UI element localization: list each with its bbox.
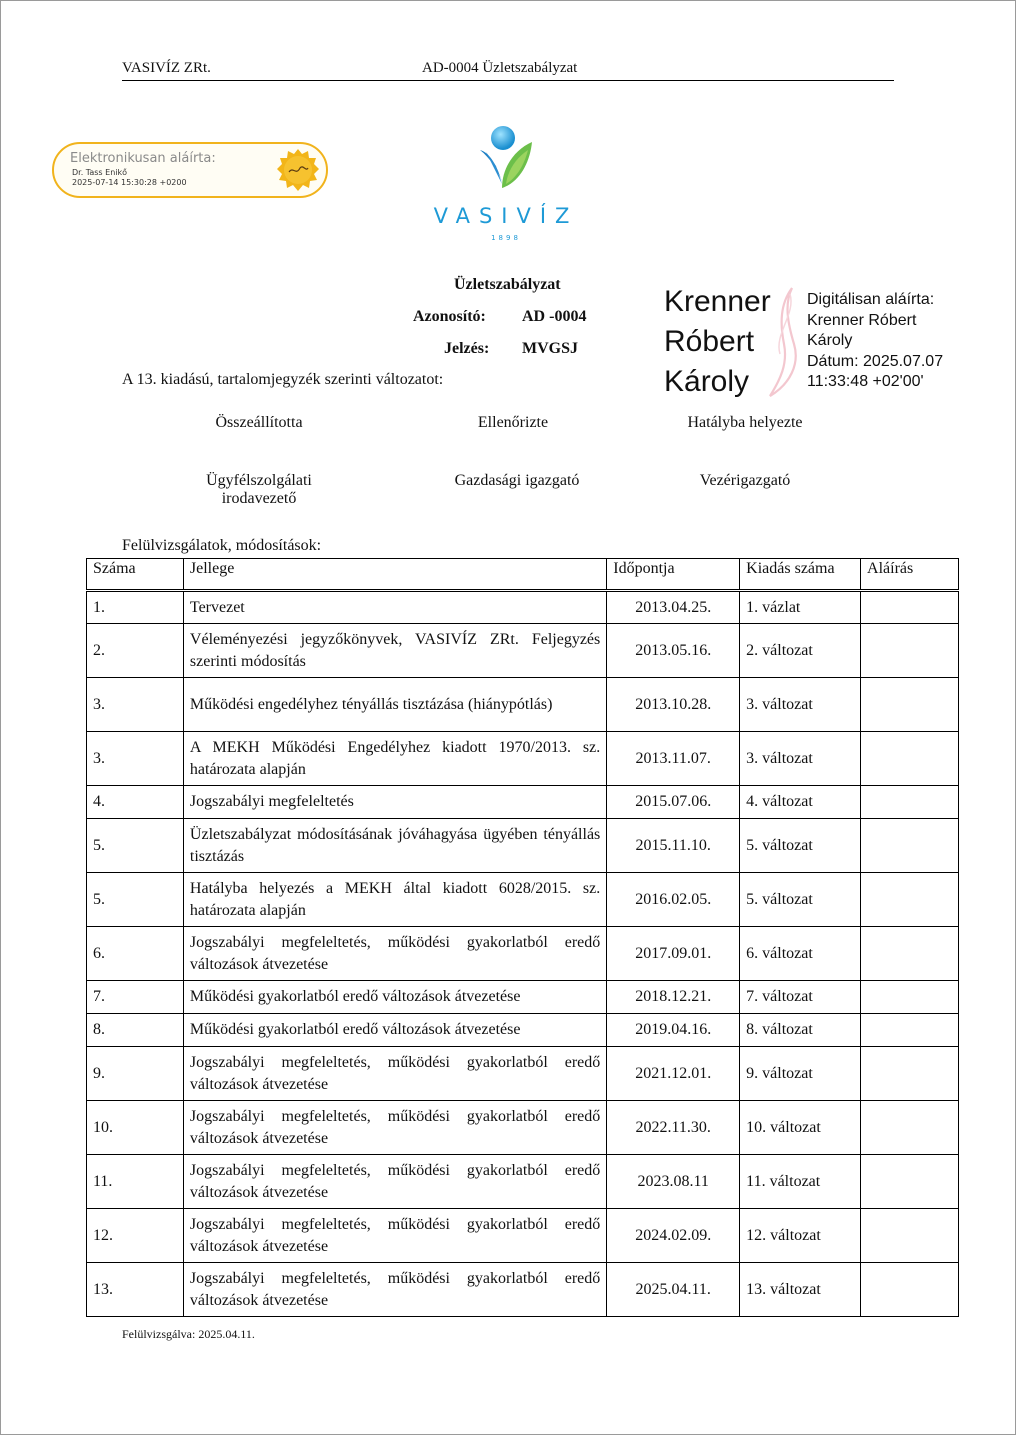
header-doc-ref: AD-0004 Üzletszabályzat <box>422 60 578 76</box>
role-compiled-by-line: Ügyfélszolgálati <box>206 472 312 489</box>
cell-date: 2019.04.16. <box>607 1014 740 1047</box>
table-row <box>87 1209 959 1263</box>
cell-signature <box>861 1101 959 1155</box>
cell-edition: 2. változat <box>740 624 861 678</box>
page-header <box>122 60 894 81</box>
header-company: VASIVÍZ ZRt. <box>122 60 211 76</box>
cell-description: A MEKH Működési Engedélyhez kiadott 1970/2013. sz. határozata alapján <box>183 732 606 786</box>
signature-info-line: Károly <box>807 332 853 349</box>
cell-signature <box>861 1209 959 1263</box>
table-row <box>87 1014 959 1047</box>
column-header: Időpontja <box>607 559 740 591</box>
table-row <box>87 624 959 678</box>
intro-text: A 13. kiadású, tartalomjegyzék szerinti változatot: <box>122 371 444 388</box>
cell-signature <box>861 591 959 624</box>
cell-signature <box>861 786 959 819</box>
cell-date: 2015.11.10. <box>607 819 740 873</box>
role-enacted-by: Vezérigazgató <box>699 472 791 489</box>
cell-signature <box>861 678 959 732</box>
role-checked: Ellenőrizte <box>477 414 549 431</box>
cell-date: 2018.12.21. <box>607 981 740 1014</box>
cell-signature <box>861 927 959 981</box>
role-checked-by: Gazdasági igazgató <box>454 472 580 489</box>
cell-edition: 3. változat <box>740 732 861 786</box>
signature-info-line: Digitálisan aláírta: <box>807 291 935 308</box>
signature-name-line: Róbert <box>664 325 755 358</box>
cell-description: Jogszabályi megfeleltetés, működési gyakorlatból eredő változások átvezetése <box>183 1101 606 1155</box>
cell-edition: 5. változat <box>740 873 861 927</box>
table-row <box>87 1047 959 1101</box>
cell-number: 7. <box>87 981 184 1014</box>
cell-number: 13. <box>87 1263 184 1317</box>
cell-description: Működési engedélyhez tényállás tisztázása (hiánypótlás) <box>183 678 606 732</box>
table-row <box>87 732 959 786</box>
cell-edition: 9. változat <box>740 1047 861 1101</box>
role-compiled-by <box>170 472 348 508</box>
signature-info-line: Dátum: 2025.07.07 <box>807 352 944 370</box>
mark-value: MVGSJ <box>522 340 578 357</box>
cell-description: Működési gyakorlatból eredő változások átvezetése <box>183 1014 606 1047</box>
cell-description: Üzletszabályzat módosításának jóváhagyása ügyében tényállás tisztázás <box>183 819 606 873</box>
stamp-title: Elektronikusan aláírta: <box>70 151 216 166</box>
cell-description: Tervezet <box>183 591 606 624</box>
cell-description: Jogszabályi megfeleltetés, működési gyakorlatból eredő változások átvezetése <box>183 1263 606 1317</box>
cell-edition: 5. változat <box>740 819 861 873</box>
revisions-header-row <box>87 559 959 591</box>
cell-edition: 8. változat <box>740 1014 861 1047</box>
cell-number: 5. <box>87 873 184 927</box>
table-row <box>87 1263 959 1317</box>
signature-info-line: Krenner Róbert <box>807 311 917 329</box>
column-header: Aláírás <box>861 559 959 591</box>
cell-date: 2024.02.09. <box>607 1209 740 1263</box>
cell-description: Jogszabályi megfeleltetés, működési gyakorlatból eredő változások átvezetése <box>183 927 606 981</box>
logo-wordmark: VASIVÍZ <box>433 204 579 228</box>
cell-signature <box>861 819 959 873</box>
table-row <box>87 678 959 732</box>
vasiviz-logo-icon <box>472 122 542 200</box>
seal-icon <box>276 148 320 192</box>
cell-date: 2013.11.07. <box>607 732 740 786</box>
column-header: Kiadás száma <box>740 559 861 591</box>
cell-number: 1. <box>87 591 184 624</box>
cell-signature <box>861 1263 959 1317</box>
column-header: Jellege <box>183 559 606 591</box>
cell-signature <box>861 1047 959 1101</box>
revisions-table <box>86 558 959 1317</box>
cell-description: Jogszabályi megfeleltetés, működési gyakorlatból eredő változások átvezetése <box>183 1155 606 1209</box>
role-compiled: Összeállította <box>215 414 303 431</box>
table-row <box>87 1101 959 1155</box>
cell-edition: 13. változat <box>740 1263 861 1317</box>
cell-date: 2013.10.28. <box>607 678 740 732</box>
id-label: Azonosító: <box>413 308 486 325</box>
stamp-datetime: 2025-07-14 15:30:28 +0200 <box>72 178 187 187</box>
role-compiled-by-line: irodavezető <box>221 490 297 507</box>
cell-number: 12. <box>87 1209 184 1263</box>
table-row <box>87 981 959 1014</box>
id-value: AD -0004 <box>522 308 587 325</box>
cell-signature <box>861 981 959 1014</box>
cell-number: 3. <box>87 732 184 786</box>
cell-signature <box>861 624 959 678</box>
cell-date: 2023.08.11 <box>607 1155 740 1209</box>
mark-label: Jelzés: <box>444 340 490 357</box>
cell-description: Véleményezési jegyzőkönyvek, VASIVÍZ ZRt. Feljegyzés szerinti módosítás <box>183 624 606 678</box>
cell-number: 2. <box>87 624 184 678</box>
cell-number: 5. <box>87 819 184 873</box>
cell-number: 10. <box>87 1101 184 1155</box>
cell-number: 9. <box>87 1047 184 1101</box>
column-header: Száma <box>87 559 184 591</box>
cell-date: 2022.11.30. <box>607 1101 740 1155</box>
cell-description: Jogszabályi megfeleltetés, működési gyakorlatból eredő változások átvezetése <box>183 1047 606 1101</box>
cell-edition: 4. változat <box>740 786 861 819</box>
cell-signature <box>861 873 959 927</box>
table-row <box>87 927 959 981</box>
cell-date: 2013.05.16. <box>607 624 740 678</box>
cell-edition: 10. változat <box>740 1101 861 1155</box>
role-enacted: Hatályba helyezte <box>687 414 803 431</box>
cell-date: 2025.04.11. <box>607 1263 740 1317</box>
signature-name-line: Krenner <box>664 285 771 318</box>
cell-description: Hatályba helyezés a MEKH által kiadott 6028/2015. sz. határozata alapján <box>183 873 606 927</box>
cell-edition: 1. vázlat <box>740 591 861 624</box>
signature-name-line: Károly <box>664 365 750 398</box>
cell-edition: 11. változat <box>740 1155 861 1209</box>
footer-reviewed: Felülvizsgálva: 2025.04.11. <box>122 1327 255 1341</box>
table-row <box>87 786 959 819</box>
cell-date: 2016.02.05. <box>607 873 740 927</box>
cell-number: 11. <box>87 1155 184 1209</box>
cell-number: 8. <box>87 1014 184 1047</box>
table-row <box>87 1155 959 1209</box>
cell-number: 4. <box>87 786 184 819</box>
digital-signature[interactable] <box>662 282 962 402</box>
cell-date: 2017.09.01. <box>607 927 740 981</box>
revisions-heading: Felülvizsgálatok, módosítások: <box>122 537 322 554</box>
cell-date: 2015.07.06. <box>607 786 740 819</box>
table-row <box>87 591 959 624</box>
cell-edition: 6. változat <box>740 927 861 981</box>
document-title: Üzletszabályzat <box>454 276 561 293</box>
electronic-signature-stamp[interactable] <box>52 142 328 198</box>
cell-number: 3. <box>87 678 184 732</box>
cell-signature <box>861 1014 959 1047</box>
cell-edition: 7. változat <box>740 981 861 1014</box>
cell-date: 2013.04.25. <box>607 591 740 624</box>
cell-edition: 12. változat <box>740 1209 861 1263</box>
table-row <box>87 819 959 873</box>
signature-info-line: 11:33:48 +02'00' <box>807 373 924 390</box>
cell-signature <box>861 732 959 786</box>
logo-year: 1898 <box>491 234 521 242</box>
cell-signature <box>861 1155 959 1209</box>
cell-description: Jogszabályi megfeleltetés <box>183 786 606 819</box>
cell-description: Jogszabályi megfeleltetés, működési gyakorlatból eredő változások átvezetése <box>183 1209 606 1263</box>
company-logo <box>416 122 596 248</box>
cell-date: 2021.12.01. <box>607 1047 740 1101</box>
table-row <box>87 873 959 927</box>
cell-edition: 3. változat <box>740 678 861 732</box>
signature-swirl-icon <box>750 284 810 402</box>
cell-description: Működési gyakorlatból eredő változások átvezetése <box>183 981 606 1014</box>
signature-info <box>807 290 943 393</box>
stamp-signer: Dr. Tass Enikő <box>72 168 128 177</box>
cell-number: 6. <box>87 927 184 981</box>
